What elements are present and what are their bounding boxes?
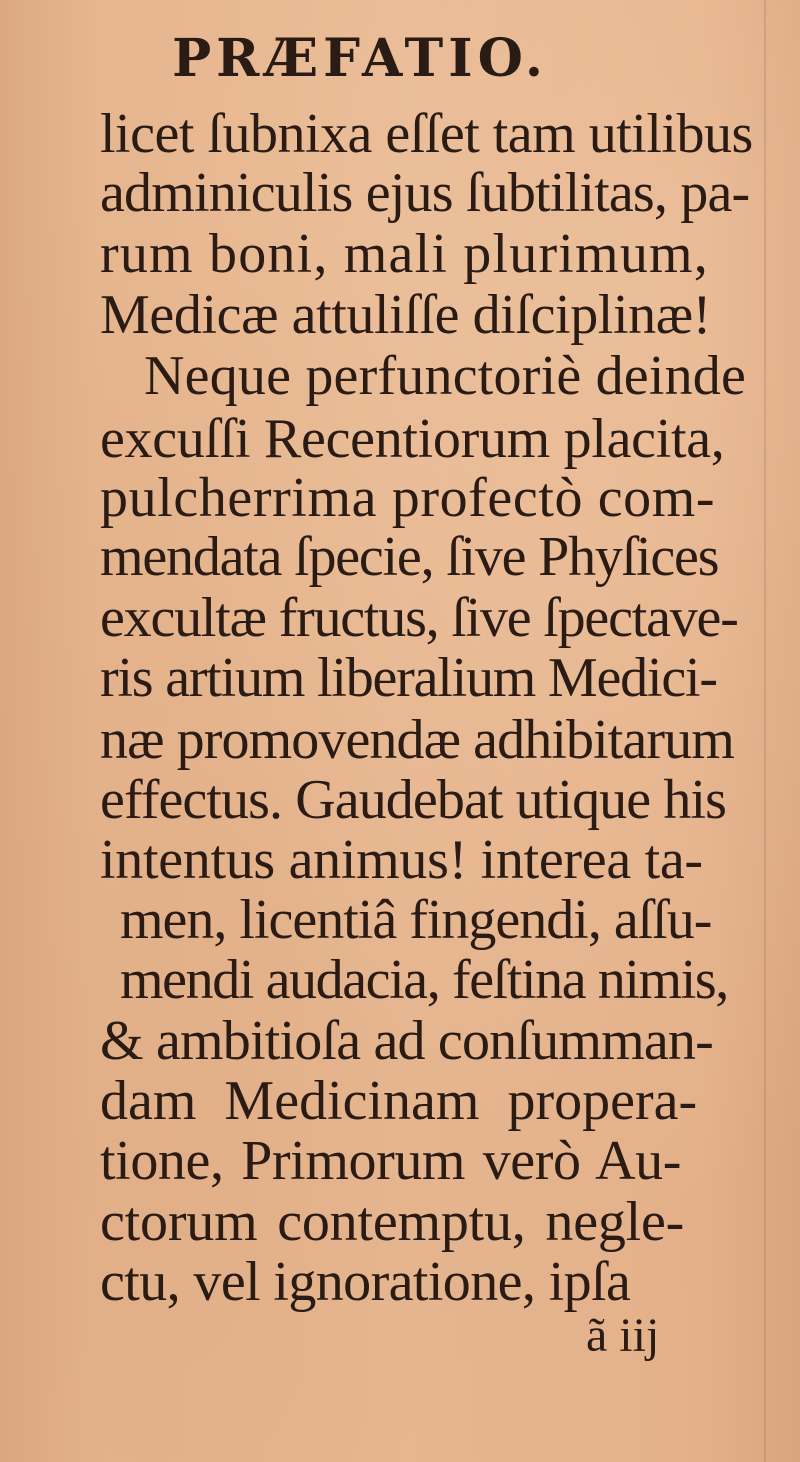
- text-line: excuſſi Recentiorum placita,: [100, 408, 725, 470]
- text-line: men, licentiâ fingendi, aſſu-: [120, 889, 712, 951]
- text-line: ctorum contemptu, negle-: [100, 1191, 685, 1253]
- text-line: ris artium liberalium Medici-: [100, 647, 717, 709]
- text-line: licet ſubnixa eſſet tam utilibus: [100, 103, 753, 165]
- text-line: & ambitioſa ad conſumman-: [100, 1010, 713, 1072]
- text-line: ctu, vel ignoratione, ipſa: [100, 1251, 631, 1313]
- text-line: adminiculis ejus ſubtilitas, pa-: [100, 162, 750, 224]
- signature-mark: ã iij: [586, 1309, 660, 1362]
- text-line: Neque perfunctoriè deinde: [144, 345, 747, 407]
- text-line: rum boni, mali plurimum,: [100, 223, 709, 285]
- text-line: mendi audacia, feſtina nimis,: [120, 949, 728, 1011]
- text-line: excultæ fructus, ſive ſpectave-: [100, 587, 738, 649]
- text-line: mendata ſpecie, ſive Phyſices: [100, 526, 719, 588]
- text-line: effectus. Gaudebat utique his: [100, 769, 726, 831]
- text-line: Medicæ attuliſſe diſciplinæ!: [100, 284, 711, 346]
- text-line: intentus animus! interea ta-: [100, 829, 703, 891]
- text-line: dam Medicinam propera-: [100, 1070, 698, 1132]
- running-head: PRÆFATIO.: [172, 28, 548, 89]
- text-line: tione, Primorum verò Au-: [100, 1130, 681, 1192]
- text-line: pulcherrima profectò com-: [100, 467, 716, 529]
- text-line: næ promovendæ adhibitarum: [100, 709, 734, 771]
